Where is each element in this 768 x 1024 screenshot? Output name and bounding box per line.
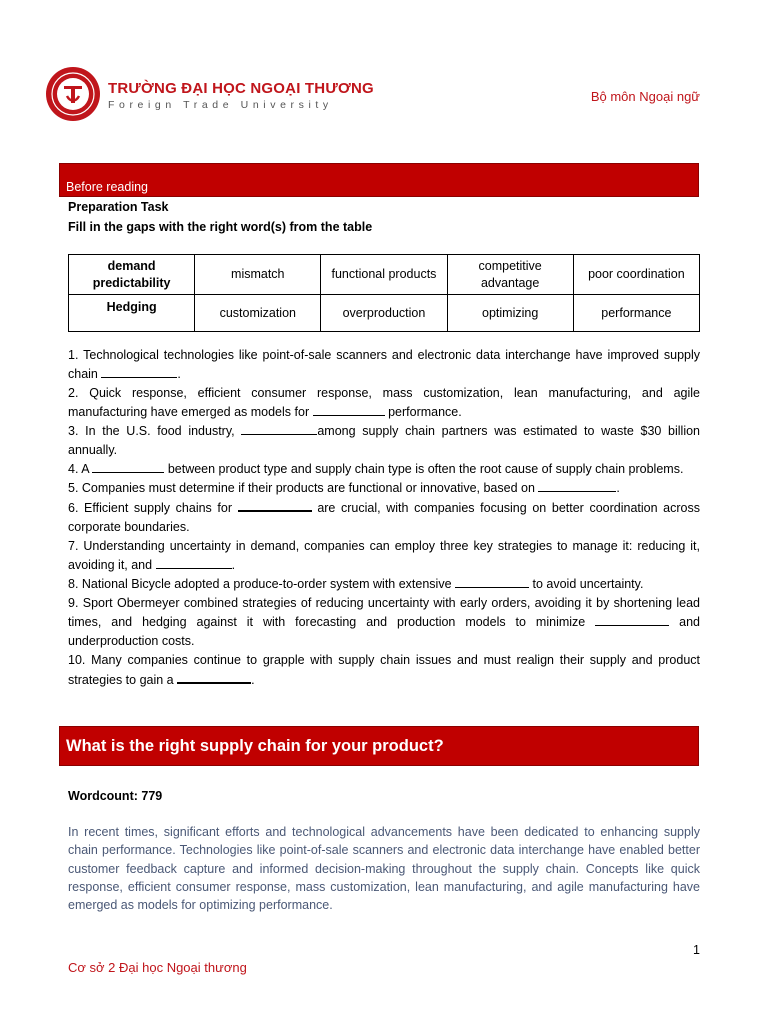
word-cell: poor coordination [573, 255, 699, 295]
answer-blank[interactable] [238, 498, 312, 512]
university-name-en: Foreign Trade University [108, 99, 333, 111]
article-title: What is the right supply chain for your product? [66, 737, 444, 755]
question-6: 6. Efficient supply chains for are crucial, with companies focusing on better coordination across corporate boundaries. [68, 498, 700, 537]
question-8: 8. National Bicycle adopted a produce-to-order system with extensive to avoid uncertainty. [68, 577, 644, 591]
word-cell: performance [573, 295, 699, 332]
wordcount-label: Wordcount: 779 [68, 789, 163, 803]
question-1: 1. Technological technologies like point-of-sale scanners and electronic data interchange have improved supply chain . [68, 348, 700, 381]
answer-blank[interactable] [538, 479, 616, 492]
question-3: 3. In the U.S. food industry, among supply chain partners was estimated to waste $30 billion annually. [68, 424, 701, 457]
task-instruction: Fill in the gaps with the right word(s) from the table [68, 220, 373, 234]
word-cell: functional products [321, 255, 447, 295]
article-title-banner [59, 726, 699, 766]
word-cell: optimizing [447, 295, 573, 332]
answer-blank[interactable] [313, 403, 385, 416]
before-reading-banner [59, 163, 699, 197]
word-cell: competitive advantage [447, 255, 573, 295]
university-logo [45, 66, 101, 122]
task-title: Preparation Task [68, 200, 169, 214]
word-cell: mismatch [195, 255, 321, 295]
word-cell: demand predictability [69, 255, 195, 295]
question-9: 9. Sport Obermeyer combined strategies of reducing uncertainty with early orders, avoiding it by shortening lead times, and hedging against it with forecasting and production models to minimize and underproduction costs. [68, 596, 700, 648]
department-name: Bộ môn Ngoại ngữ [590, 89, 700, 104]
answer-blank[interactable] [101, 365, 177, 378]
banner-title: Before reading [66, 180, 149, 194]
answer-blank[interactable] [177, 670, 251, 684]
question-10: 10. Many companies continue to grapple with supply chain issues and must realign their supply and product strategies to gain a . [68, 653, 700, 687]
word-cell: Hedging [69, 295, 195, 332]
question-2: 2. Quick response, efficient consumer response, mass customization, lean manufacturing, and agile manufacturing have emerged as models for performance. [68, 386, 700, 419]
footer-campus: Cơ sở 2 Đại học Ngoại thương [68, 960, 247, 975]
answer-blank[interactable] [241, 422, 317, 435]
question-4: 4. A between product type and supply chain type is often the root cause of supply chain problems. [68, 462, 684, 476]
answer-blank[interactable] [595, 613, 669, 626]
intro-paragraph: In recent times, significant efforts and technological advancements have been dedicated to enhancing supply chain performance. Technologies like point-of-sale scanners and electronic data interchange have enabled better customer feedback capture and informed decision-making throughout the supply chain. Concepts like quick response, efficient consumer response, mass customization, lean manufacturing, and agile manufacturing have emerged as models for optimizing performance. [68, 825, 700, 913]
answer-blank[interactable] [156, 556, 232, 569]
word-cell: overproduction [321, 295, 447, 332]
word-bank-row [69, 255, 700, 295]
page-number: 1 [693, 943, 700, 957]
question-7: 7. Understanding uncertainty in demand, companies can employ three key strategies to manage it: reducing it, avoiding it, and . [68, 539, 700, 572]
question-5: 5. Companies must determine if their products are functional or innovative, based on . [68, 481, 620, 495]
university-name-vn: TRƯỜNG ĐẠI HỌC NGOẠI THƯƠNG [108, 80, 374, 97]
word-bank-row [69, 295, 700, 332]
gap-fill-questions [68, 346, 700, 690]
word-bank-table [68, 254, 700, 332]
answer-blank[interactable] [92, 460, 164, 473]
word-cell: customization [195, 295, 321, 332]
answer-blank[interactable] [455, 575, 529, 588]
